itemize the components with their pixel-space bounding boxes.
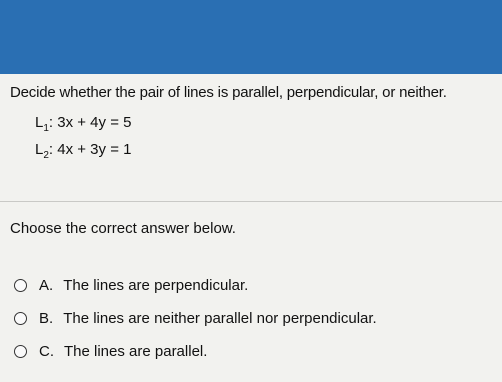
option-c-letter: C. <box>39 343 54 360</box>
divider <box>0 201 502 202</box>
line-1-equation <box>35 114 131 134</box>
option-c-text: The lines are parallel. <box>64 343 208 360</box>
option-b-letter: B. <box>39 310 54 327</box>
option-b[interactable] <box>14 310 377 327</box>
radio-c[interactable] <box>14 345 27 358</box>
line-2-subscript: 2 <box>43 150 49 161</box>
option-b-text: The lines are neither parallel nor perpendicular. <box>63 310 377 327</box>
question-text: Decide whether the pair of lines is parallel, perpendicular, or neither. <box>10 84 447 101</box>
radio-b[interactable] <box>14 312 27 325</box>
line-1-subscript: 1 <box>43 123 49 134</box>
line-1-expression: : 3x + 4y = 5 <box>48 114 132 131</box>
line-2-expression: : 4x + 3y = 1 <box>48 141 132 158</box>
question-panel <box>0 74 502 382</box>
line-1-label: L <box>35 114 44 131</box>
line-2-equation <box>35 141 131 161</box>
answer-prompt: Choose the correct answer below. <box>10 220 236 237</box>
radio-a[interactable] <box>14 279 27 292</box>
option-a[interactable] <box>14 277 248 294</box>
header-banner <box>0 0 502 74</box>
option-c[interactable] <box>14 343 207 360</box>
line-2-label: L <box>35 141 44 158</box>
option-a-letter: A. <box>39 277 54 294</box>
option-a-text: The lines are perpendicular. <box>63 277 249 294</box>
